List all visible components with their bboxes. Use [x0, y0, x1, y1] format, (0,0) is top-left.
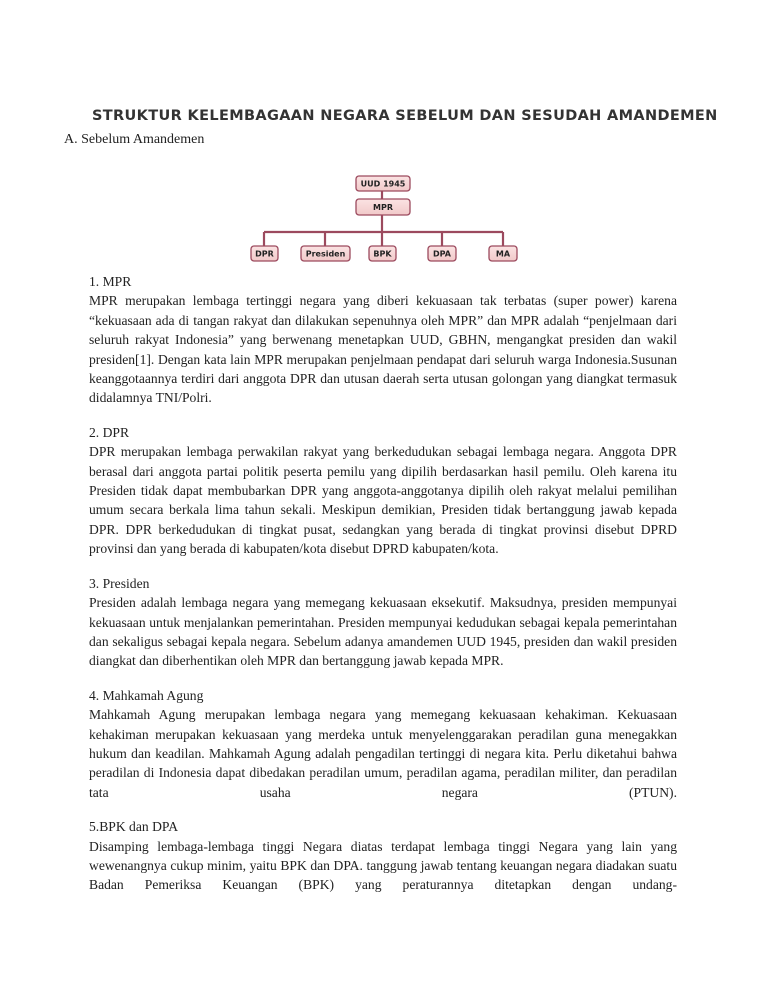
box-uud [356, 176, 410, 191]
section-paragraph: Presiden adalah lembaga negara yang memegang kekuasaan eksekutif. Maksudnya, presiden mempunyai kekuasaan untuk menjalankan pemerintahan. Presiden mempunyai kedudukan sebagai kepala pemerintahan dan sekaligus sebagai kepala negara. Sebelum adanya amandemen UUD 1945, presiden dan wakil presiden diangkat dan diberhentikan oleh MPR dan bertanggung jawab kepada MPR. [89, 595, 677, 669]
box-uud-label: UUD 1945 [360, 179, 406, 189]
section-mahkamah-agung [89, 686, 677, 802]
section-heading: 3. Presiden [89, 575, 150, 591]
section-paragraph: Disamping lembaga-lembaga tinggi Negara diatas terdapat lembaga tinggi Negara yang lain yang wewenangnya cukup minim, yaitu BPK dan DPA. tanggung jawab tentang keuangan negara diadakan suatu Badan Pemeriksa Keuangan (BPK) yang peraturannya ditetapkan dengan undang- [89, 838, 677, 893]
box-mpr-label: MPR [373, 203, 393, 212]
box-dpa [428, 246, 456, 261]
section-paragraph: DPR merupakan lembaga perwakilan rakyat yang berkedudukan sebagai lembaga negara. Anggota DPR berasal dari anggota partai politik peserta pemilu yang dipilih berdasarkan hasil pemilu. Oleh karena itu Presiden tidak dapat membubarkan DPR yang anggota-anggotanya dipilih oleh rakyat melalui pemilihan umum secara berkala lima tahun sekali. Meskipun demikian, Presiden tidak bertanggung jawab kepada DPR. DPR berkedudukan di tingkat pusat, sedangkan yang berada di tingkat provinsi disebut DPRD provinsi dan yang berada di kabupaten/kota disebut DPRD kabupaten/kota. [89, 444, 677, 557]
section-heading: 2. DPR [89, 424, 130, 440]
section-presiden [89, 574, 677, 671]
box-bpk [369, 246, 396, 261]
section-bpk-dpa [89, 817, 677, 895]
section-heading: 4. Mahkamah Agung [89, 687, 204, 703]
section-paragraph: MPR merupakan lembaga tertinggi negara yang diberi kekuasaan tak terbatas (super power) karena “kekuasaan ada di tangan rakyat dan dilakukan sepenuhnya oleh MPR” dan MPR adalah “penjelmaan dari seluruh rakyat Indonesia” yang berwenang menetapkan UUD, GBHN, mengangkat presiden dan wakil presiden[1]. Dengan kata lain MPR merupakan penjelmaan pendapat dari seluruh warga Indonesia.Susunan keanggotaannya terdiri dari anggota DPR dan utusan daerah serta utusan golongan yang diangkat termasuk didalamnya TNI/Polri. [89, 293, 677, 406]
box-mpr [356, 199, 410, 215]
page-title: STRUKTUR KELEMBAGAAN NEGARA SEBELUM DAN SESUDAH AMANDEMEN [92, 108, 718, 124]
org-chart [0, 0, 768, 280]
box-ma [489, 246, 517, 261]
svg-text:DPA: DPA [433, 249, 451, 259]
section-heading: 5.BPK dan DPA [89, 819, 179, 835]
svg-text:MA: MA [495, 249, 511, 259]
document-body [89, 272, 677, 910]
section-paragraph: Mahkamah Agung merupakan lembaga negara yang memegang kekuasaan kehakiman. Kekuasaan kehakiman merupakan kekuasaan yang merdeka untuk menyelenggarakan peradilan guna menegakkan hukum dan keadilan. Mahkamah Agung adalah pengadilan tertinggi di negara kita. Perlu diketahui bahwa peradilan di Indonesia dapat dibedakan peradilan umum, peradilan agama, peradilan militer, dan peradilan tata usaha negara (PTUN). [89, 707, 677, 800]
section-subtitle: A. Sebelum Amandemen [64, 132, 205, 147]
svg-text:BPK: BPK [373, 249, 392, 259]
section-mpr [89, 272, 677, 408]
section-heading: 1. MPR [89, 274, 132, 289]
box-dpr [251, 246, 278, 261]
section-dpr [89, 423, 677, 559]
svg-text:Presiden: Presiden [305, 249, 346, 259]
svg-text:DPR: DPR [255, 249, 274, 259]
box-presiden [301, 246, 350, 261]
